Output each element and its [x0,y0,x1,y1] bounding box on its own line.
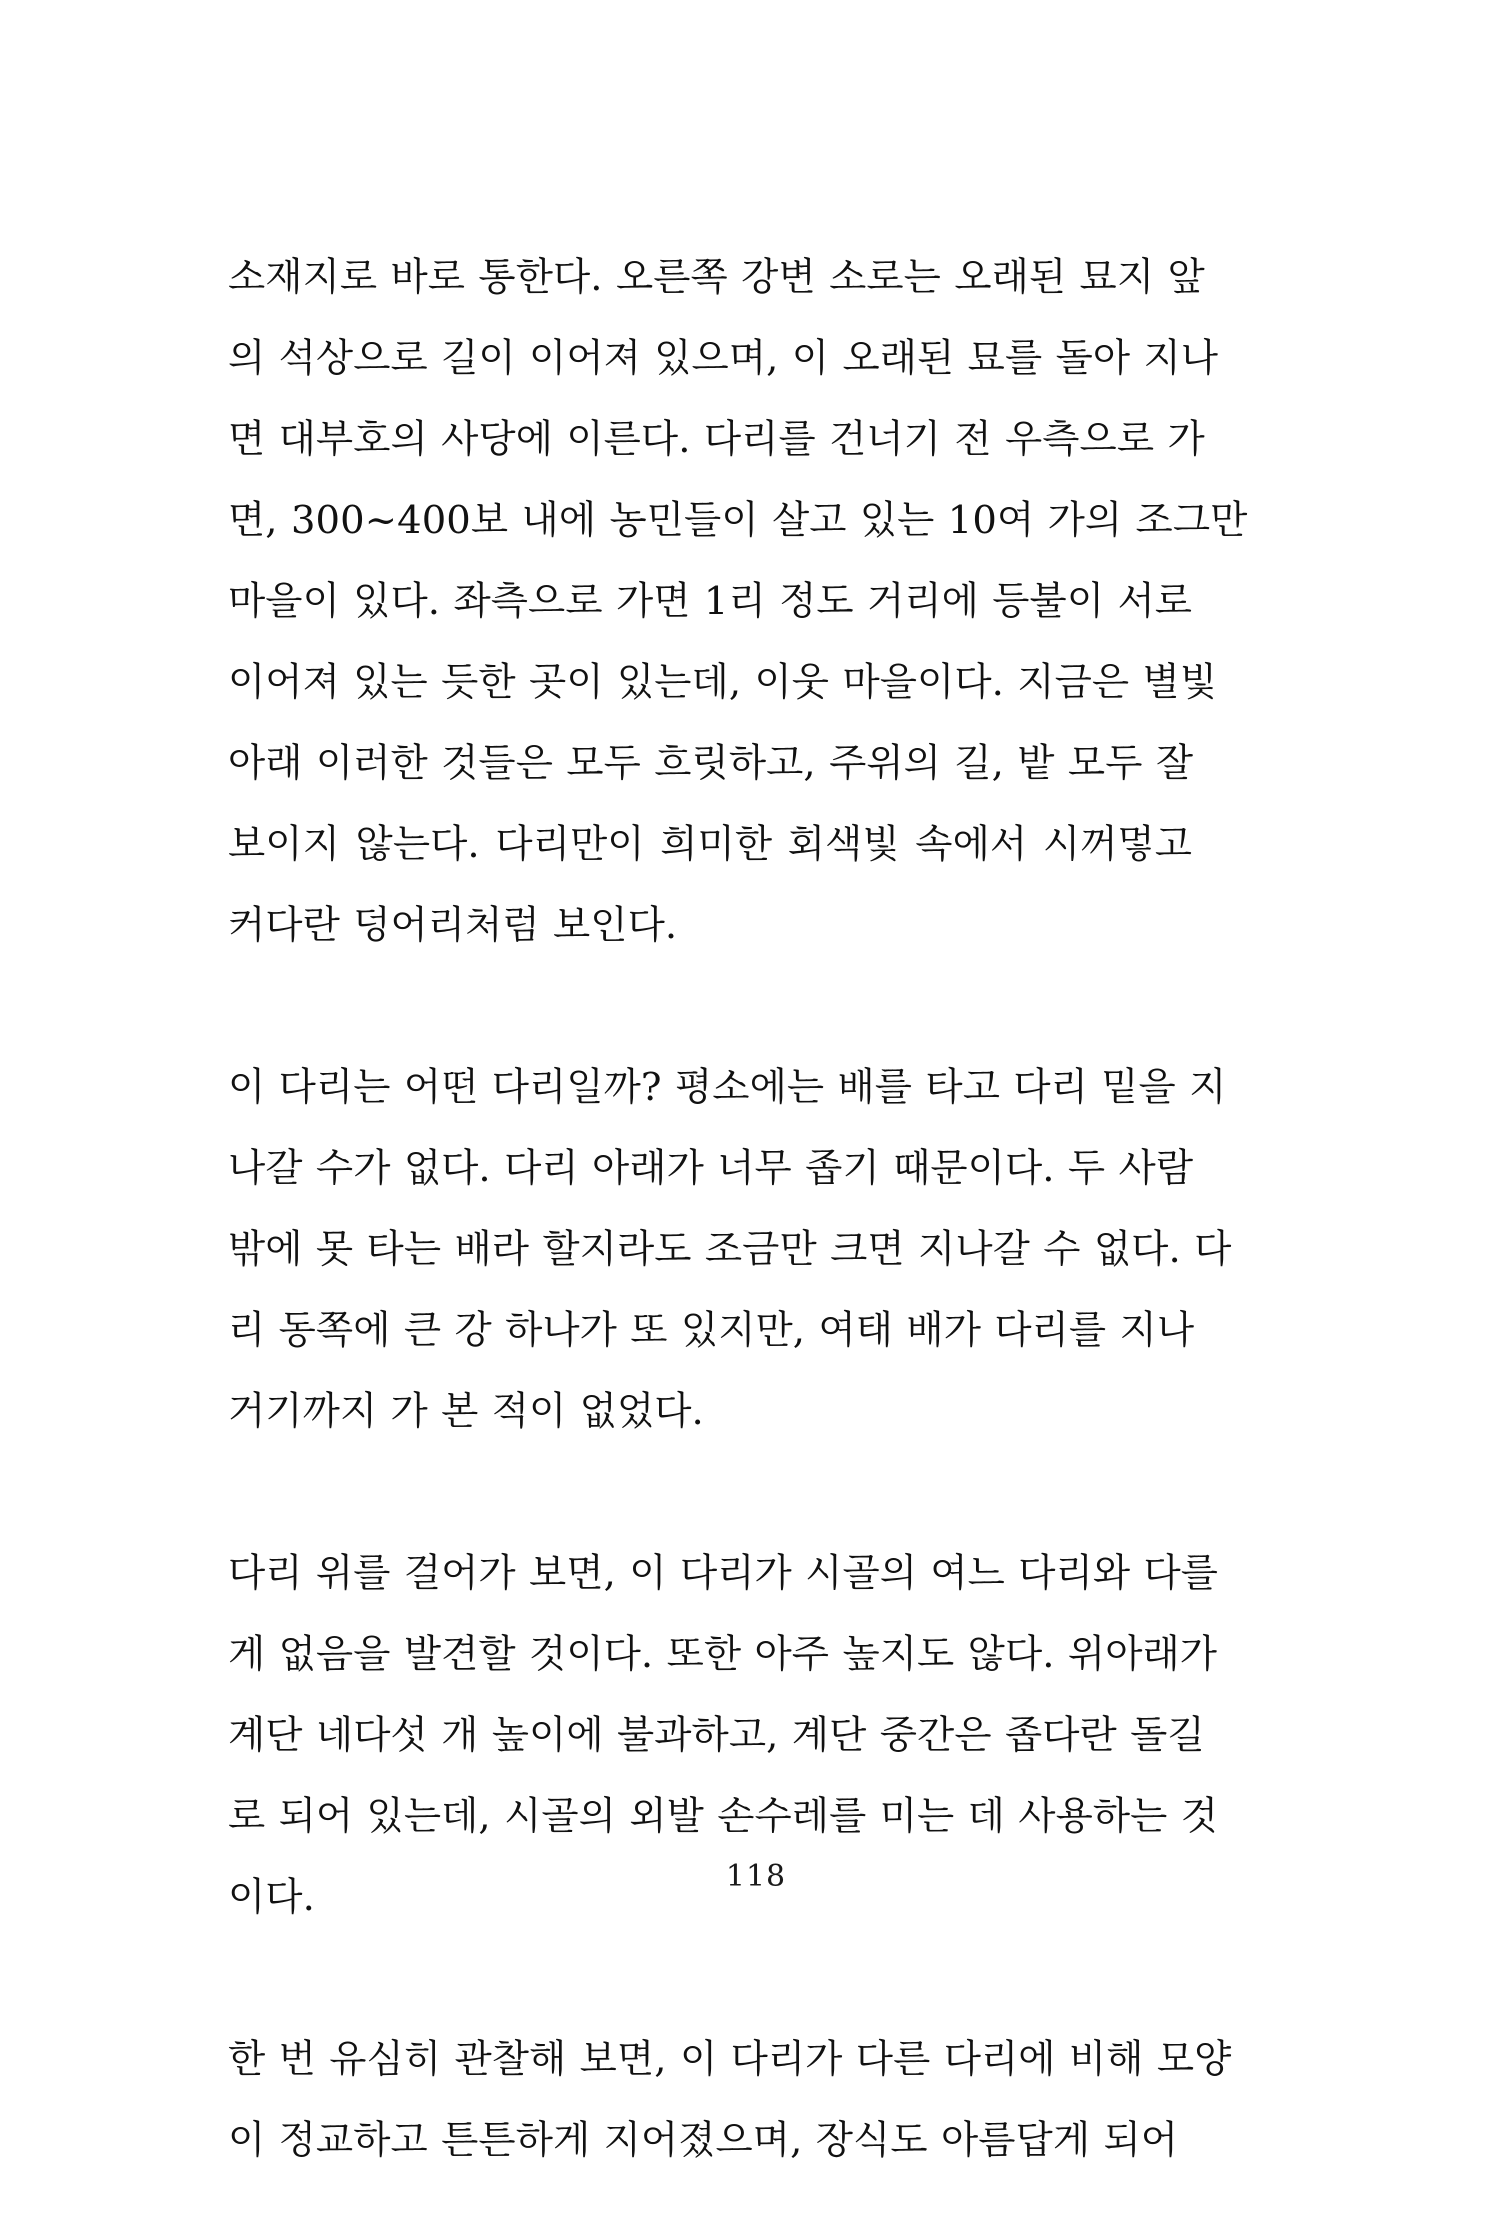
paragraph-3-line-5: 이다. [228,1875,315,1920]
paragraph-2-line-1: 이 다리는 어떤 다리일까? 평소에는 배를 타고 다리 밑을 지 [228,1065,1227,1110]
paragraph-1-line-5: 마을이 있다. 좌측으로 가면 1리 정도 거리에 등불이 서로 [228,579,1193,624]
paragraph-3-line-3: 계단 네다섯 개 높이에 불과하고, 계단 중간은 좁다란 돌길 [228,1713,1205,1758]
paragraph-2-line-4: 리 동쪽에 큰 강 하나가 또 있지만, 여태 배가 다리를 지나 [228,1308,1195,1353]
paragraph-1-line-9: 커다란 덩어리처럼 보인다. [228,903,678,948]
paragraph-2-line-3: 밖에 못 타는 배라 할지라도 조금만 크면 지나갈 수 없다. 다 [228,1227,1232,1272]
paragraph-3-line-2: 게 없음을 발견할 것이다. 또한 아주 높지도 않다. 위아래가 [228,1632,1218,1677]
paragraph-1 [228,237,1248,1047]
paragraph-2-line-5: 거기까지 가 본 적이 없었다. [228,1389,704,1434]
paragraph-1-line-1: 소재지로 바로 통한다. 오른쪽 강변 소로는 오래된 묘지 앞 [228,255,1205,300]
page-footer [0,1859,1512,1894]
paragraph-2-line-2: 나갈 수가 없다. 다리 아래가 너무 좁기 때문이다. 두 사람 [228,1146,1194,1191]
paragraph-1-line-2: 의 석상으로 길이 이어져 있으며, 이 오래된 묘를 돌아 지나 [228,336,1219,381]
paragraph-3-line-4: 로 되어 있는데, 시골의 외발 손수레를 미는 데 사용하는 것 [228,1794,1219,1839]
paragraph-3 [228,1533,1219,2019]
paragraph-4-line-1: 한 번 유심히 관찰해 보면, 이 다리가 다른 다리에 비해 모양 [228,2037,1232,2082]
paragraph-2 [228,1047,1232,1533]
paragraph-4-line-2: 이 정교하고 튼튼하게 지어졌으며, 장식도 아름답게 되어 [228,2118,1179,2163]
page-text-body [228,237,1248,2220]
page-number: 118 [725,1859,787,1894]
paragraph-3-line-1: 다리 위를 걸어가 보면, 이 다리가 시골의 여느 다리와 다를 [228,1551,1219,1596]
paragraph-1-line-7: 아래 이러한 것들은 모두 흐릿하고, 주위의 길, 밭 모두 잘 [228,741,1194,786]
paragraph-1-line-8: 보이지 않는다. 다리만이 희미한 회색빛 속에서 시꺼멓고 [228,822,1192,867]
paragraph-1-line-4: 면, 300~400보 내에 농민들이 살고 있는 10여 가의 조그만 [228,498,1248,543]
paragraph-1-line-6: 이어져 있는 듯한 곳이 있는데, 이웃 마을이다. 지금은 별빛 [228,660,1218,705]
paragraph-1-line-3: 면 대부호의 사당에 이른다. 다리를 건너기 전 우측으로 가 [228,417,1205,462]
paragraph-4 [228,2019,1232,2220]
